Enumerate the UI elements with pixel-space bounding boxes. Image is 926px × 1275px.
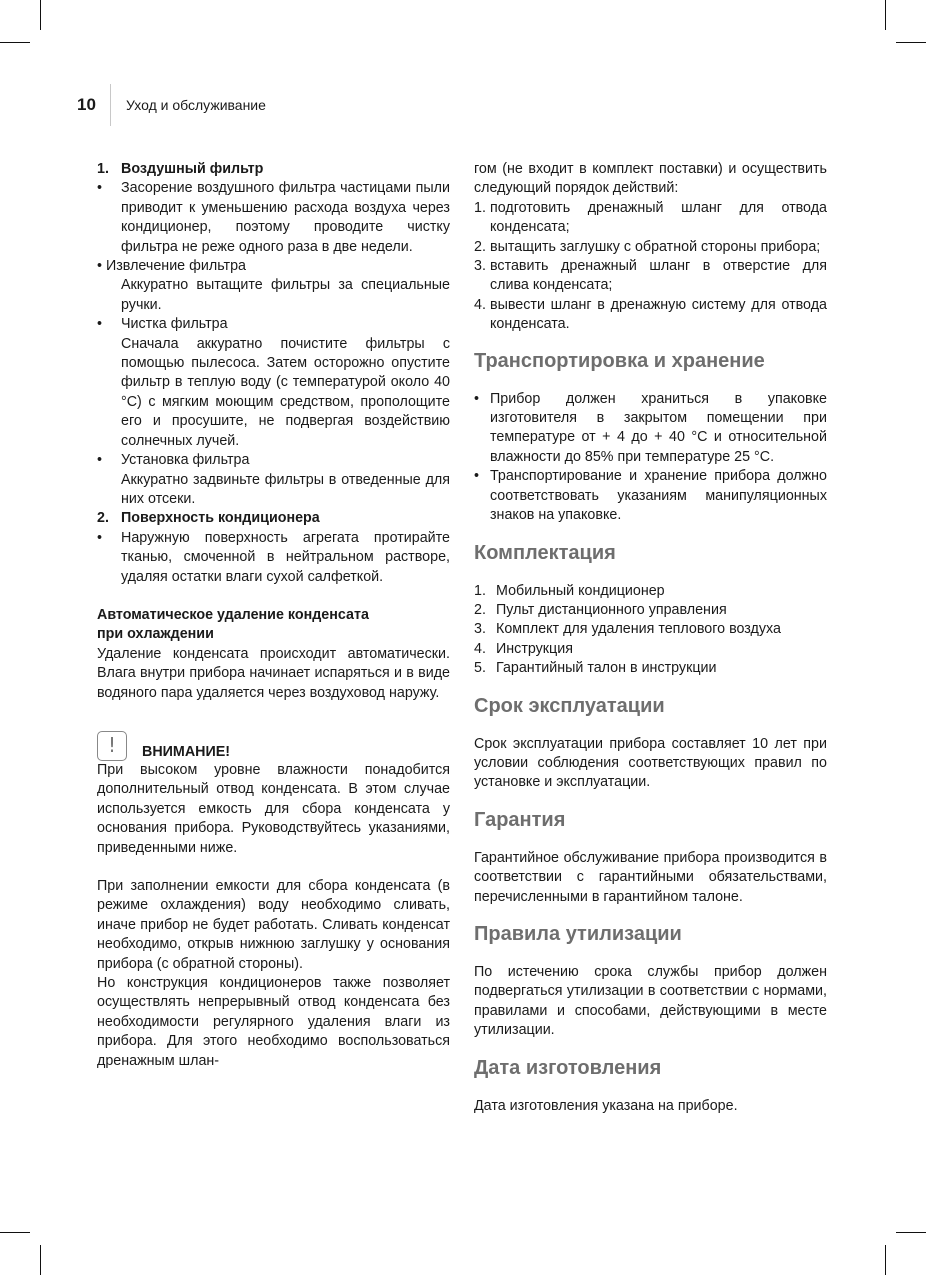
list-item <box>474 620 827 639</box>
list-item <box>474 257 827 296</box>
list-item <box>97 315 450 334</box>
list-item <box>474 238 827 257</box>
list-item <box>474 390 827 468</box>
item-number: 3. <box>474 621 486 638</box>
crop-mark <box>896 42 926 43</box>
crop-mark <box>885 0 886 30</box>
removal-title: • Извлечение фильтра <box>97 258 246 275</box>
item-text: Инструкция <box>496 640 573 657</box>
date-text: Дата изготовления указана на приборе. <box>474 1097 738 1114</box>
item-text: вывести шланг в дренажную систему для отвода конденсата. <box>490 296 827 333</box>
warning-text: При высоком уровне влажности понадобится дополнительный отвод конденсата. В этом случае используется емкость для сбора конденсата у основания прибора. Руководствуйтесь указаниями, приведенными ниже. <box>97 761 450 856</box>
list-item <box>474 640 827 659</box>
list-item <box>474 582 827 601</box>
crop-mark <box>896 1232 926 1233</box>
auto-drain-text: Удаление конденсата происходит автоматически. Влага внутри прибора начинает испаряться и в виде водяного пара удаляется через воздуховод наружу. <box>97 645 450 701</box>
filter-intro: Засорение воздушного фильтра частицами пыли приводит к уменьшению расхода воздуха через кондиционер, поэтому проводите чистку фильтра не реже одного раза в две недели. <box>121 180 450 255</box>
install-title: Установка фильтра <box>121 452 250 469</box>
warranty-text: Гарантийное обслуживание прибора производится в соответствии с гарантийными обязательствами, перечисленными в гарантийном талоне. <box>474 849 827 905</box>
auto-drain-heading-line2: при охлаждении <box>97 626 214 643</box>
item-number: 2. <box>474 601 486 618</box>
heading-text: Воздушный фильтр <box>121 161 264 177</box>
disposal-text: По истечению срока службы прибор должен подвергаться утилизации в соответствии с нормами, правилами и способами, действующими в месте утилизации. <box>474 963 827 1039</box>
continuation-text: гом (не входит в комплект поставки) и осуществить следующий порядок действий: <box>474 161 827 197</box>
heading-number: 1. <box>97 161 109 177</box>
crop-mark <box>0 42 30 43</box>
cleaning-text: Сначала аккуратно почистите фильтры с помощью пылесоса. Затем осторожно опустите фильтр в теплую воду (с температурой около 40 °С) с мягким моющим средством, прополощите его и просушите, не подвергая воздействию солнечных лучей. <box>121 335 450 449</box>
item-text: вставить дренажный шланг в отверстие для слива конденсата; <box>490 258 827 294</box>
item-number: 5. <box>474 660 486 677</box>
warranty-heading: Гарантия <box>474 808 566 831</box>
disposal-heading: Правила утилизации <box>474 922 682 945</box>
cleaning-title: Чистка фильтра <box>121 316 228 333</box>
bullet: • <box>97 452 103 469</box>
item-number: 2. <box>474 238 486 255</box>
left-column <box>97 160 450 1071</box>
transport-heading: Транспортировка и хранение <box>474 349 765 372</box>
item-number: 4. <box>474 640 486 657</box>
removal-text: Аккуратно вытащите фильтры за специальные ручки. <box>121 277 450 313</box>
list-item <box>474 199 827 238</box>
item-text: подготовить дренажный шланг для отвода конденсата; <box>490 199 827 236</box>
bullet: • <box>97 180 103 197</box>
running-header: Уход и обслуживание <box>126 97 266 113</box>
auto-drain-heading: Автоматическое удаление конденсата <box>97 606 369 623</box>
heading-number: 2. <box>97 510 109 527</box>
heading-text: Поверхность кондиционера <box>121 510 320 527</box>
filter-heading <box>97 160 450 179</box>
item-number: 4. <box>474 296 486 313</box>
item-text: вытащить заглушку с обратной стороны прибора; <box>490 238 821 255</box>
fill-text: При заполнении емкости для сбора конденсата (в режиме охлаждения) воду необходимо сливать, иначе прибор не будет работать. Сливать конденсат необходимо, открыв нижнюю заглушку у основания прибора (с обратной стороны). <box>97 878 450 972</box>
list-item <box>97 529 450 587</box>
item-text: Транспортирование и хранение прибора должно соответствовать указаниям манипуляционных знаков на упаковке. <box>490 468 827 524</box>
item-text: Комплект для удаления теплового воздуха <box>496 621 781 638</box>
item-text: Пульт дистанционного управления <box>496 601 727 618</box>
item-text: Прибор должен храниться в упаковке изготовителя в закрытом помещении при температуре от + 4 до + 40 °С и относительной влажности до 85% при температуре 25 °С. <box>490 390 827 465</box>
item-number: 1. <box>474 199 486 216</box>
crop-mark <box>0 1232 30 1233</box>
install-text: Аккуратно задвиньте фильтры в отведенные для них отсеки. <box>121 471 450 507</box>
right-column <box>474 160 827 1116</box>
warning-label: ВНИМАНИЕ! <box>142 743 231 760</box>
date-heading: Дата изготовления <box>474 1056 662 1079</box>
crop-mark <box>885 1245 886 1275</box>
crop-mark <box>40 0 41 30</box>
lifetime-text: Срок эксплуатации прибора составляет 10 лет при условии соблюдения соответствующих правил по установке и эксплуатации. <box>474 735 827 791</box>
bullet: • <box>474 390 480 407</box>
warning-header <box>97 727 450 761</box>
item-number: 3. <box>474 258 486 275</box>
header-divider <box>110 84 111 126</box>
item-number: 1. <box>474 582 486 599</box>
list-item <box>474 467 827 525</box>
surface-heading <box>97 509 450 528</box>
bullet: • <box>97 316 103 333</box>
list-item <box>474 659 827 678</box>
bullet: • <box>474 468 480 485</box>
item-text: Гарантийный талон в инструкции <box>496 660 717 677</box>
warning-icon: ! <box>97 731 127 761</box>
kit-heading: Комплектация <box>474 541 616 564</box>
crop-mark <box>40 1245 41 1275</box>
design-text: Но конструкция кондиционеров также позволяет осуществлять непрерывный отвод конденсата без необходимости регулярного удаления влаги из прибора. Для этого необходимо воспользоваться дренажным шлан- <box>97 975 450 1069</box>
list-item <box>97 451 450 470</box>
item-text: Мобильный кондиционер <box>496 582 665 599</box>
page-number: 10 <box>77 95 96 114</box>
list-item <box>97 179 450 257</box>
lifetime-heading: Срок эксплуатации <box>474 694 665 717</box>
bullet: • <box>97 529 103 546</box>
list-item <box>474 601 827 620</box>
surface-text: Наружную поверхность агрегата протирайте тканью, смоченной в нейтральном растворе, удаляя остатки влаги сухой салфеткой. <box>121 529 450 585</box>
list-item <box>474 296 827 335</box>
